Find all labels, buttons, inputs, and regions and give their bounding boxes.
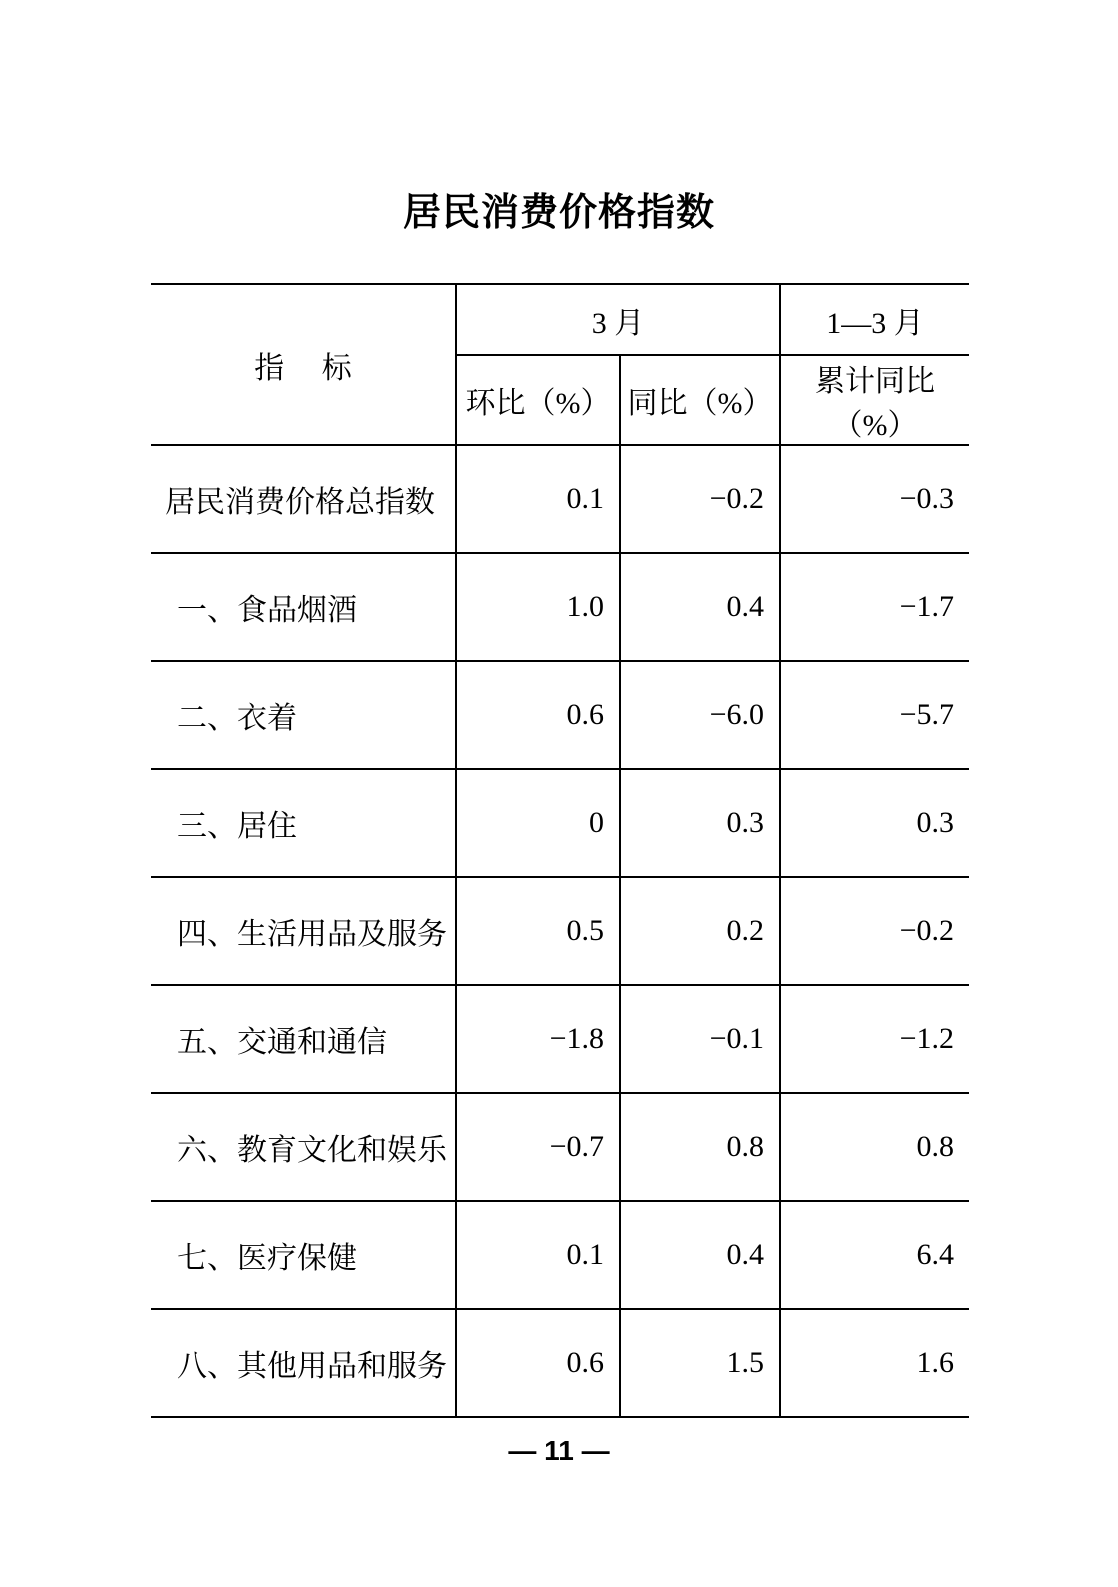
row-yoy-value: 0.4 [620, 1201, 780, 1309]
row-mom-value: 0.5 [456, 877, 620, 985]
row-cum-value: −0.3 [780, 445, 969, 553]
row-label: 居民消费价格总指数 [151, 445, 456, 553]
row-cum-value: −1.7 [780, 553, 969, 661]
row-label: 五、交通和通信 [151, 985, 456, 1093]
row-yoy-value: −6.0 [620, 661, 780, 769]
table-row [151, 445, 969, 553]
row-mom-value: −0.7 [456, 1093, 620, 1201]
header-jan-march: 1—3 月 [780, 284, 969, 355]
row-mom-value: 0 [456, 769, 620, 877]
table-row [151, 553, 969, 661]
table-row [151, 1309, 969, 1417]
row-cum-value: 0.3 [780, 769, 969, 877]
row-label: 三、居住 [151, 769, 456, 877]
row-cum-value: −0.2 [780, 877, 969, 985]
row-yoy-value: −0.2 [620, 445, 780, 553]
header-cum-yoy: 累计同比（%） [780, 355, 969, 445]
cpi-table [151, 283, 969, 1418]
row-label: 八、其他用品和服务 [151, 1309, 456, 1417]
row-yoy-value: 0.4 [620, 553, 780, 661]
row-yoy-value: 0.8 [620, 1093, 780, 1201]
row-mom-value: 0.1 [456, 1201, 620, 1309]
header-march: 3 月 [456, 284, 780, 355]
row-mom-value: 0.6 [456, 661, 620, 769]
row-cum-value: 1.6 [780, 1309, 969, 1417]
row-mom-value: 1.0 [456, 553, 620, 661]
row-label: 二、衣着 [151, 661, 456, 769]
row-mom-value: 0.6 [456, 1309, 620, 1417]
header-indicator: 指 标 [151, 284, 456, 445]
row-label: 四、生活用品及服务 [151, 877, 456, 985]
row-cum-value: 6.4 [780, 1201, 969, 1309]
table-header-row-top [151, 284, 969, 355]
row-mom-value: −1.8 [456, 985, 620, 1093]
row-yoy-value: −0.1 [620, 985, 780, 1093]
row-label: 七、医疗保健 [151, 1201, 456, 1309]
row-label: 六、教育文化和娱乐 [151, 1093, 456, 1201]
row-yoy-value: 0.3 [620, 769, 780, 877]
table-row [151, 877, 969, 985]
row-cum-value: −5.7 [780, 661, 969, 769]
table-row [151, 769, 969, 877]
page-title: 居民消费价格指数 [402, 192, 715, 234]
table-row [151, 985, 969, 1093]
header-mom: 环比（%） [456, 355, 620, 445]
table-row [151, 1201, 969, 1309]
table-row [151, 1093, 969, 1201]
row-yoy-value: 0.2 [620, 877, 780, 985]
table-row [151, 661, 969, 769]
row-cum-value: −1.2 [780, 985, 969, 1093]
header-yoy: 同比（%） [620, 355, 780, 445]
row-cum-value: 0.8 [780, 1093, 969, 1201]
row-mom-value: 0.1 [456, 445, 620, 553]
page-number: — 11 — [508, 1435, 610, 1466]
cpi-table-container [151, 283, 969, 1418]
row-label: 一、食品烟酒 [151, 553, 456, 661]
row-yoy-value: 1.5 [620, 1309, 780, 1417]
